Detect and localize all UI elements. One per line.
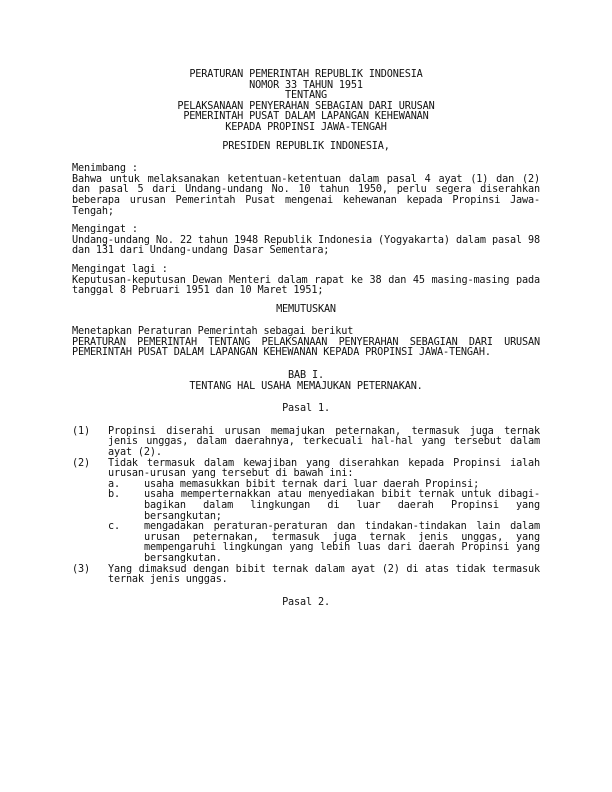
item-number: (1) <box>72 425 90 437</box>
menimbang-section <box>72 164 540 217</box>
mengingat-section <box>72 225 540 257</box>
pasal-1-item-3 <box>72 565 540 586</box>
pasal-2-title: Pasal 2. <box>282 596 330 608</box>
item-text: Propinsi diserahi urusan memajukan peternakan, termasuk juga ternak jenis unggas, dalam daerahnya, terkecuali hal-hal yang tersebut dalam ayat (2). <box>108 425 540 459</box>
mengingat-lagi-text: Keputusan-keputusan Dewan Menteri dalam rapat ke 38 dan 45 masing-masing pada tanggal 8 Pebruari 1951 dan 10 Maret 1951; <box>72 274 540 297</box>
menetapkan-label: Menetapkan Peraturan Pemerintah sebagai berikut <box>72 326 354 338</box>
document-page <box>72 70 540 608</box>
subitem-letter: b. <box>108 489 120 501</box>
header-line-6: KEPADA PROPINSI JAWA-TENGAH <box>225 121 387 133</box>
pasal-1-subitem-b <box>108 490 540 522</box>
mengingat-lagi-label: Mengingat lagi : <box>72 263 168 275</box>
header-line-2: NOMOR 33 TAHUN 1951 <box>249 79 363 91</box>
subitem-letter: c. <box>108 521 120 533</box>
document-header <box>72 70 540 134</box>
menimbang-text: Bahwa untuk melaksanakan ketentuan-ketentuan dalam pasal 4 ayat (1) dan (2) dan pasal 5 dari Undang-undang No. 10 tahun 1950, perlu segera diserahkan beberapa urusan Pemerintah Pusat mengenai kehewanan kepada Propinsi Jawa-Tengah; <box>72 173 540 217</box>
pasal-1-title: Pasal 1. <box>282 403 330 415</box>
subitem-text: mengadakan peraturan-peraturan dan tindakan-tindakan lain dalam urusan peternakan, termasuk juga ternak jenis unggas, yang mempengaruhi lingkungan yang lebih luas dari daerah Propinsi yang bersangkutan. <box>144 521 540 564</box>
subitem-text: usaha memperternakkan atau menyediakan bibit ternak untuk dibagi-bagikan dalam lingkungan di luar daerah Propinsi yang bersangkutan; <box>144 489 540 522</box>
pasal-1-item-1 <box>72 427 540 459</box>
subitem-letter: a. <box>108 478 120 490</box>
pasal-1-subitem-c <box>108 522 540 564</box>
header-line-3: TENTANG <box>285 90 327 102</box>
item-number: (2) <box>72 457 90 469</box>
pasal-1-item-2 <box>72 459 540 480</box>
mengingat-label: Mengingat : <box>72 224 138 236</box>
header-line-5: PEMERINTAH PUSAT DALAM LAPANGAN KEHEWANAN <box>183 111 429 123</box>
president-heading: PRESIDEN REPUBLIK INDONESIA, <box>222 140 390 152</box>
header-line-1: PERATURAN PEMERINTAH REPUBLIK INDONESIA <box>189 69 423 80</box>
header-line-4: PELAKSANAAN PENYERAHAN SEBAGIAN DARI URUSAN <box>177 100 435 112</box>
item-number: (3) <box>72 563 90 575</box>
bab-number: BAB I. <box>288 370 324 382</box>
item-text: Tidak termasuk dalam kewajiban yang diserahkan kepada Propinsi ialah urusan-urusan yang tersebut di bawah ini: <box>108 457 540 480</box>
menetapkan-text: PERATURAN PEMERINTAH TENTANG PELAKSANAAN PENYERAHAN SEBAGIAN DARI URUSAN PEMERINTAH PUSAT DALAM LAPANGAN KEHEWANAN KEPADA PROPINSI JAWA-TENGAH. <box>72 336 540 359</box>
item-text: Yang dimaksud dengan bibit ternak dalam ayat (2) di atas tidak termasuk ternak jenis unggas. <box>108 563 540 586</box>
menimbang-label: Menimbang : <box>72 163 138 175</box>
mengingat-lagi-section <box>72 265 540 297</box>
memutuskan-heading: MEMUTUSKAN <box>276 303 336 315</box>
menetapkan-section <box>72 327 540 359</box>
mengingat-text: Undang-undang No. 22 tahun 1948 Republik Indonesia (Yogyakarta) dalam pasal 98 dan 131 dari Undang-undang Dasar Sementara; <box>72 234 540 257</box>
subitem-text: usaha memasukkan bibit ternak dari luar daerah Propinsi; <box>144 478 480 490</box>
bab-title: TENTANG HAL USAHA MEMAJUKAN PETERNAKAN. <box>189 380 423 392</box>
